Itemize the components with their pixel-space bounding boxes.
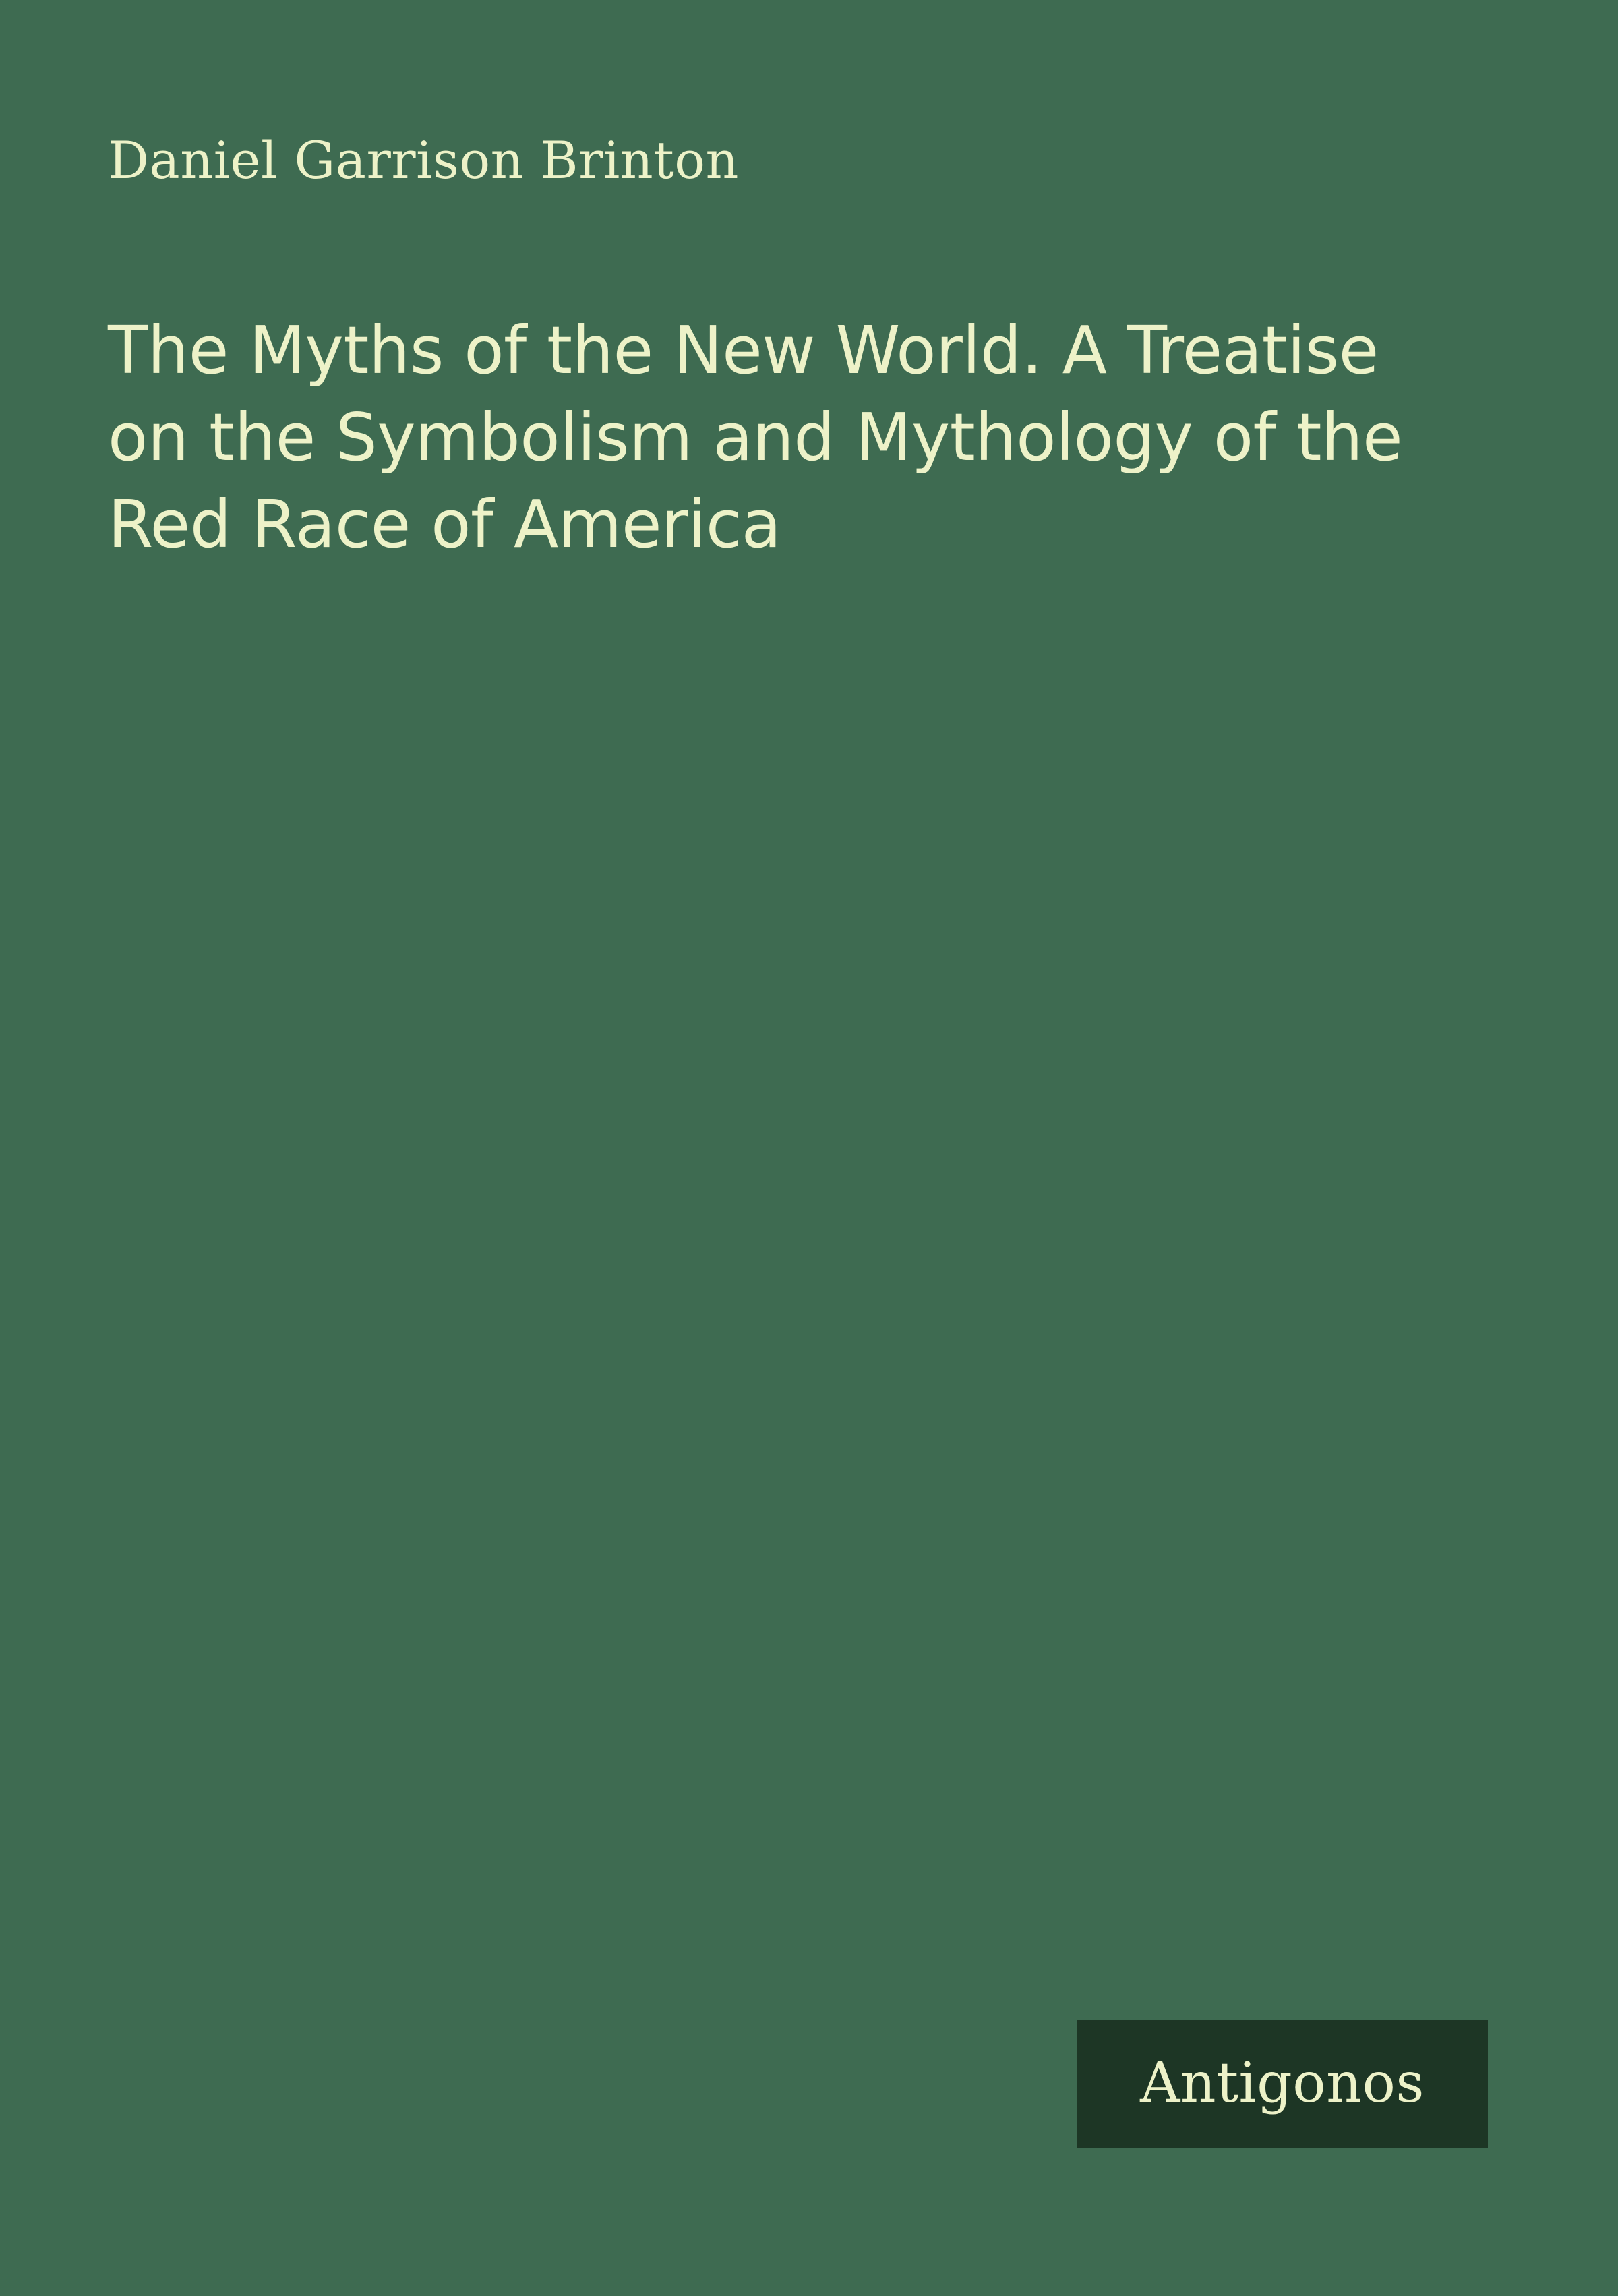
book-title: The Myths of the New World. A Treatise on the Symbolism and Mythology of the Red Race of America	[108, 312, 1403, 562]
author-name: Daniel Garrison Brinton	[108, 130, 739, 190]
publisher-badge	[1077, 2020, 1488, 2148]
publisher-name: Antigonos	[1140, 2051, 1425, 2115]
